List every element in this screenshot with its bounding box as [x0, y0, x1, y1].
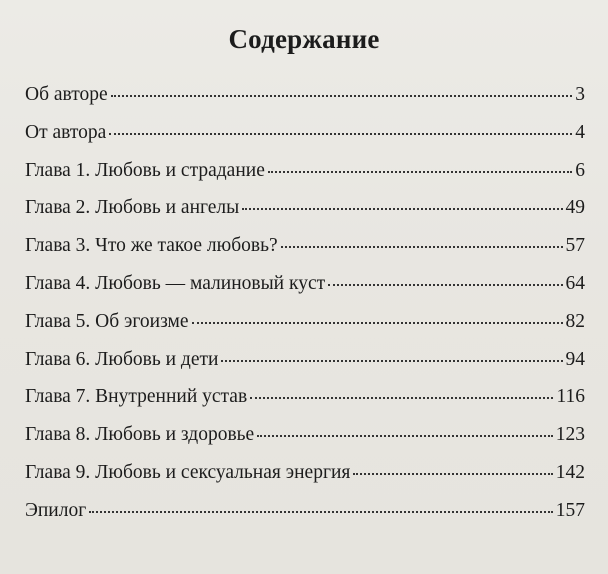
- toc-entry-page: 64: [565, 272, 585, 294]
- toc-entry-page: 57: [565, 235, 585, 257]
- table-of-contents: [25, 84, 585, 538]
- dot-leader: [109, 133, 572, 135]
- toc-entry-page: 142: [555, 461, 585, 483]
- dot-leader: [250, 397, 553, 399]
- toc-entry-page: 82: [565, 310, 585, 332]
- toc-entry: [25, 386, 585, 424]
- toc-entry-label: Глава 2. Любовь и ангелы: [25, 197, 240, 219]
- toc-entry-label: Глава 5. Об эгоизме: [25, 310, 189, 332]
- dot-leader: [268, 171, 572, 173]
- toc-entry: [25, 311, 585, 349]
- dot-leader: [353, 473, 552, 475]
- dot-leader: [221, 360, 562, 362]
- toc-entry: [25, 160, 585, 198]
- toc-entry: [25, 273, 585, 311]
- dot-leader: [192, 322, 563, 324]
- page-title: Содержание: [228, 24, 380, 54]
- toc-entry-page: 4: [575, 121, 585, 143]
- dot-leader: [111, 95, 573, 97]
- toc-entry-label: Глава 8. Любовь и здоровье: [25, 424, 255, 446]
- toc-entry-page: 49: [565, 197, 585, 219]
- toc-entry-label: Эпилог: [25, 499, 87, 521]
- toc-entry-label: Об авторе: [25, 84, 108, 105]
- dot-leader: [89, 511, 553, 513]
- toc-entry: [25, 235, 585, 273]
- toc-entry-page: 157: [555, 499, 585, 521]
- toc-entry-label: Глава 4. Любовь — малиновый куст: [25, 272, 326, 294]
- toc-entry-page: 116: [556, 386, 585, 408]
- toc-entry-label: Глава 6. Любовь и дети: [25, 348, 219, 370]
- toc-entry: [25, 122, 585, 160]
- toc-entry: [25, 197, 585, 235]
- toc-entry-page: 3: [575, 84, 585, 105]
- dot-leader: [281, 246, 563, 248]
- toc-entry: [25, 424, 585, 462]
- toc-entry-label: Глава 9. Любовь и сексуальная энергия: [25, 461, 351, 483]
- dot-leader: [257, 435, 553, 437]
- dot-leader: [328, 284, 562, 286]
- toc-entry: [25, 500, 585, 538]
- toc-entry-label: Глава 1. Любовь и страдание: [25, 159, 265, 181]
- toc-entry-label: От автора: [25, 121, 107, 143]
- toc-entry: [25, 462, 585, 500]
- dot-leader: [242, 208, 562, 210]
- toc-entry: [25, 84, 585, 122]
- toc-entry-page: 6: [575, 159, 585, 181]
- toc-entry-label: Глава 7. Внутренний устав: [25, 386, 248, 408]
- toc-entry: [25, 349, 585, 387]
- toc-entry-page: 123: [555, 424, 585, 446]
- toc-entry-page: 94: [565, 348, 585, 370]
- toc-entry-label: Глава 3. Что же такое любовь?: [25, 235, 278, 257]
